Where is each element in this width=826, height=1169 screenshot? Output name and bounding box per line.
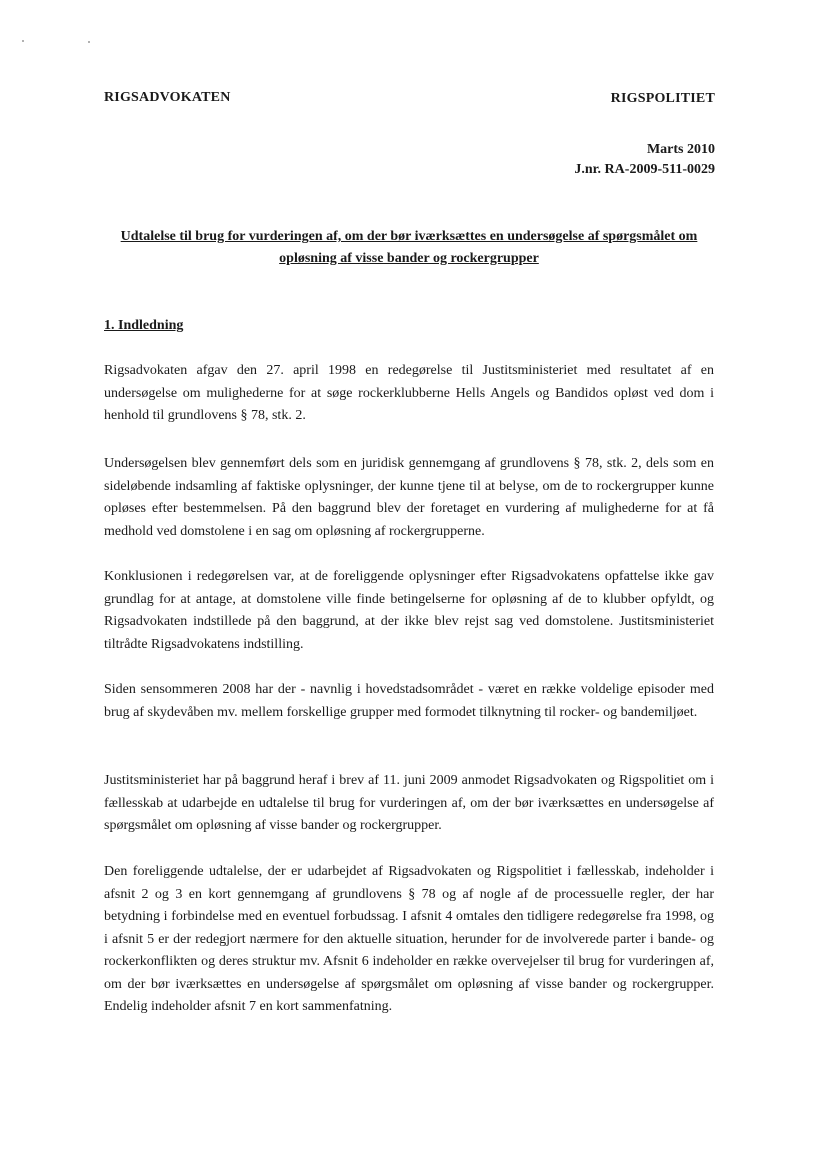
paragraph: Undersøgelsen blev gennemført dels som en juridisk gennemgang af grundlovens § 78, stk. 2, dels som en sideløbende indsamling af faktiske oplysninger, der kunne tjene til at belyse, om de to rockergrupper kunne opløses efter bestemmelsen. På den baggrund blev der foretaget en vurdering af mulighederne for at få medhold ved domstolene i en sag om opløsning af rockergrupperne. <box>104 456 714 539</box>
header-issuer-right: RIGSPOLITIET <box>610 91 715 106</box>
paragraph: Rigsadvokaten afgav den 27. april 1998 en redegørelse til Justitsministeriet med resultatet af en undersøgelse om mulighederne for at søge rockerklubberne Hells Angels og Bandidos opløst ved dom i henhold til grundlovens § 78, stk. 2. <box>104 363 714 423</box>
section-heading: 1. Indledning <box>104 318 184 333</box>
paragraph: Konklusionen i redegørelsen var, at de foreliggende oplysninger efter Rigsadvokatens opfattelse ikke gav grundlag for at antage, at domstolene ville finde betingelserne for opløsning af de to klubber opfyldt, og Rigsadvokaten indstillede på den baggrund, at der ikke blev rejst sag ved domstolene. Justitsministeriet tiltrådte Rigsadvokatens indstilling. <box>104 569 714 652</box>
header-issuer-left: RIGSADVOKATEN <box>104 90 231 105</box>
scan-speck <box>22 40 24 42</box>
paragraph: Justitsministeriet har på baggrund heraf i brev af 11. juni 2009 anmodet Rigsadvokaten og Rigspolitiet om i fællesskab at udarbejde en udtalelse til brug for vurderingen af, om der bør iværksættes en undersøgelse af spørgsmålet om opløsning af visse bander og rockergrupper. <box>104 773 714 833</box>
paragraph: Siden sensommeren 2008 har der - navnlig i hovedstadsområdet - været en række voldelige episoder med brug af skydevåben mv. mellem forskellige grupper med formodet tilknytning til rocker- og bandemiljøet. <box>104 682 714 720</box>
document-date: Marts 2010 <box>646 142 715 157</box>
document-title: Udtalelse til brug for vurderingen af, om der bør iværksættes en undersøgelse af spørgsmålet om opløsning af visse bander og rockergrupper <box>120 229 698 266</box>
paragraph: Den foreliggende udtalelse, der er udarbejdet af Rigsadvokaten og Rigspolitiet i fællesskab, indeholder i afsnit 2 og 3 en kort gennemgang af grundlovens § 78 og af nogle af de processuelle regler, der har betydning i forbindelse med en eventuel forbudssag. I afsnit 4 omtales den tidligere redegørelse fra 1998, og i afsnit 5 er der redegjort nærmere for den aktuelle situation, herunder for de involverede parter i bande- og rockerkonflikten og deres struktur mv. Afsnit 6 indeholder en række overvejelser til brug for vurderingen af, om der bør iværksættes en undersøgelse af spørgsmålet om opløsning af visse bander og rockergrupper. Endelig indeholder afsnit 7 en kort sammenfatning. <box>104 864 714 1014</box>
journal-number: J.nr. RA-2009-511-0029 <box>574 162 715 177</box>
scan-speck <box>88 41 90 43</box>
document-meta <box>574 140 715 180</box>
